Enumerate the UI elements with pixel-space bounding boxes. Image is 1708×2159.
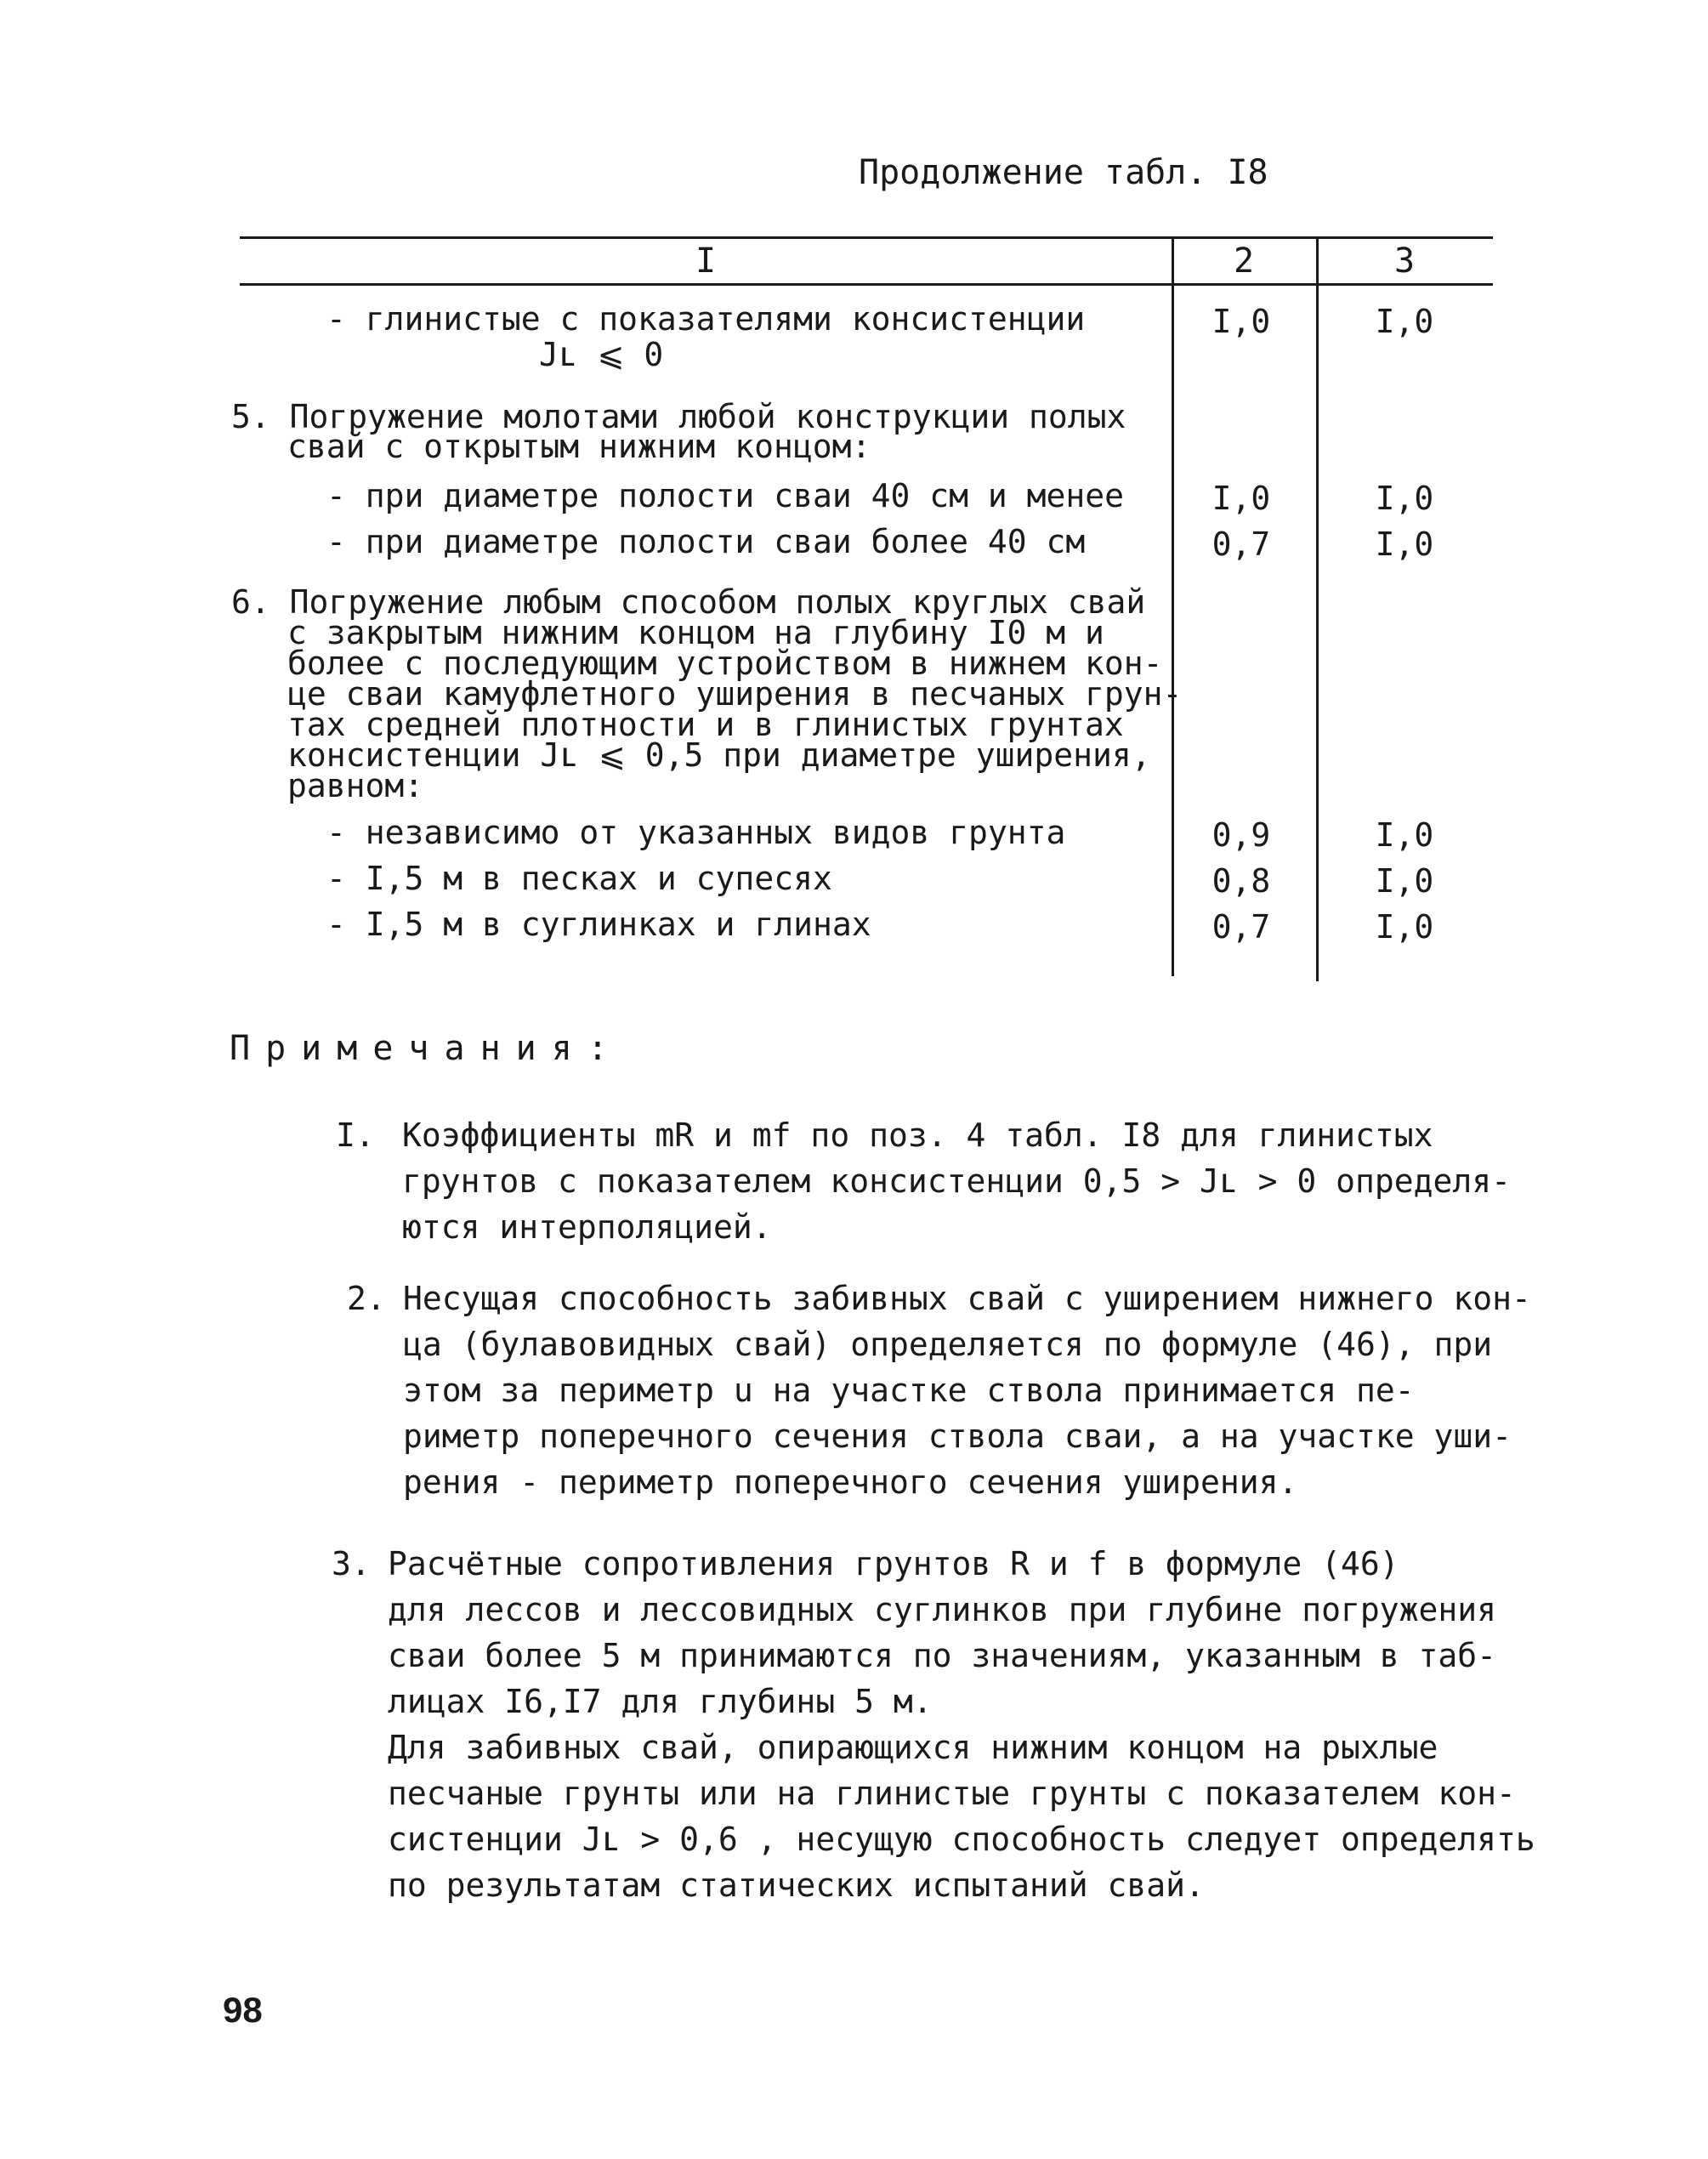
table-cell-col2: 0,7 xyxy=(1211,908,1271,946)
note-item: 3. Расчётные сопротивления грунтов R и f в формуле (46) для лессов и лессовидных суглинков при глубине погружения сваи более 5 м принимаются по значениям, указанным в таб- лицах I6,I7 для глубины 5 м. Для забивных свай, опирающихся нижним концом на рыхлые песчаные грунты или на глинистые грунты с показателем кон- систенции Jʟ > 0,6 , несущую способность следует определять по результатам статических испытаний свай. xyxy=(332,1541,1513,1908)
table-row xyxy=(326,300,1086,338)
table-cell-col3: I,0 xyxy=(1375,480,1434,517)
table-row: 5. Погружение молотами любой конструкции полых xyxy=(231,398,1126,435)
table-cell-col3: I,0 xyxy=(1375,303,1434,340)
notes-title: Примечания: xyxy=(230,1029,623,1068)
table-row: - I,5 м в суглинках и глинах xyxy=(326,906,871,943)
table-cell-col3: I,0 xyxy=(1375,862,1434,900)
table-header-col-3: 3 xyxy=(1393,241,1416,281)
page-number: 98 xyxy=(223,1990,263,2030)
table-cell-col2: 0,9 xyxy=(1211,816,1271,854)
note-item: 2. Несущая способность забивных свай с уширением нижнего кон- ца (булавовидных свай) определяется по формуле (46), при этом за периметр u на участке ствола принимается пе- риметр поперечного сечения ствола сваи, а на участке уши- рения - периметр поперечного сечения уширения. xyxy=(347,1276,1520,1505)
table-row: - при диаметре полости сваи более 40 см xyxy=(326,523,1086,560)
table-cell-col3: I,0 xyxy=(1375,908,1434,946)
row-text: - глинистые с показателями консистенции xyxy=(326,300,1086,338)
table-row-formula: Jʟ ⩽ 0 xyxy=(539,336,664,373)
table-cell-col2: I,0 xyxy=(1211,480,1271,517)
table-row: - при диаметре полости сваи 40 см и менее xyxy=(326,477,1124,514)
table-cell-col2: I,0 xyxy=(1211,303,1271,340)
note-number: 2. xyxy=(347,1280,386,1317)
table-cell-col2: 0,8 xyxy=(1211,862,1271,900)
table-row: - I,5 м в песках и супесях xyxy=(326,860,832,897)
table-row-cont: с закрытым нижним концом на глубину I0 м и более с последующим устройством в нижнем кон- це сваи камуфлетного уширения в песчаных грун- тах средней плотности и в глинистых грунтах консистенции Jʟ ⩽ 0,5 при диаметре уширения, равном: xyxy=(287,614,1183,804)
table-top-rule xyxy=(240,236,1493,239)
table-row-cont: свай с открытым нижним концом: xyxy=(287,428,871,465)
table-row: - независимо от указанных видов грунта xyxy=(326,814,1066,851)
table-header-col-2: 2 xyxy=(1233,241,1255,281)
table-header-rule xyxy=(240,283,1493,286)
table-cell-col3: I,0 xyxy=(1375,526,1434,563)
table-header-col-1: I xyxy=(695,241,717,281)
table-cell-col3: I,0 xyxy=(1375,816,1434,854)
note-number: I. xyxy=(336,1116,375,1154)
table-cell-col2: 0,7 xyxy=(1211,526,1271,563)
note-item: I. Коэффициенты mR и mf по поз. 4 табл. I8 для глинистых грунтов с показателем консистенции 0,5 > Jʟ > 0 определя- ются интерполяцией. xyxy=(336,1112,1509,1250)
table-caption: Продолжение табл. I8 xyxy=(859,153,1268,192)
note-number: 3. xyxy=(332,1545,371,1582)
table-row: 6. Погружение любым способом полых круглых свай xyxy=(231,583,1146,621)
